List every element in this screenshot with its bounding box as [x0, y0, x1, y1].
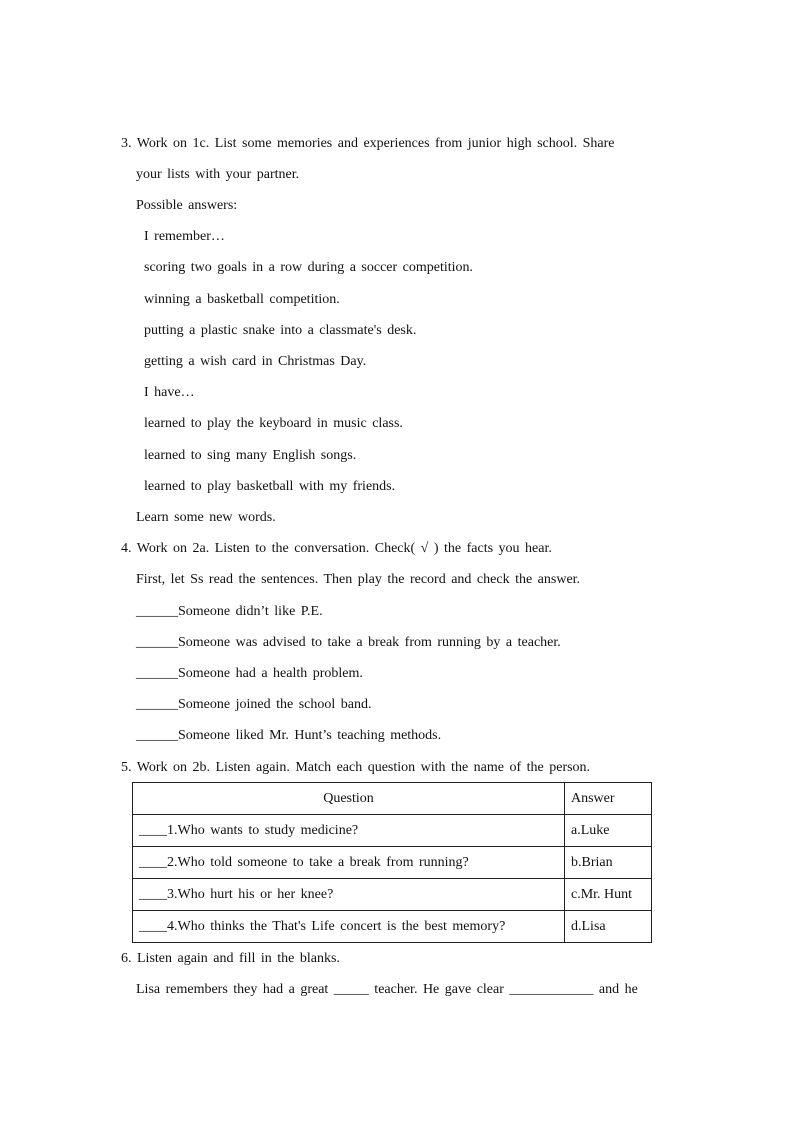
fact-item: ______Someone had a health problem.	[136, 666, 363, 681]
memory-line: learned to sing many English songs.	[144, 448, 357, 463]
memory-line: I have…	[144, 385, 195, 400]
memory-line: getting a wish card in Christmas Day.	[144, 354, 367, 369]
answer-cell: c.Mr. Hunt	[565, 879, 652, 911]
section6-title: 6. Listen again and fill in the blanks.	[121, 951, 340, 966]
memory-line: winning a basketball competition.	[144, 292, 340, 307]
fact-item: ______Someone didn’t like P.E.	[136, 604, 323, 619]
question-cell: ____2.Who told someone to take a break from running?	[133, 847, 565, 879]
section6-line1: Lisa remembers they had a great _____ teacher. He gave clear ____________ and he	[136, 982, 638, 997]
question-header: Question	[133, 783, 565, 815]
table-row	[133, 879, 652, 911]
section3-title-cont: your lists with your partner.	[136, 167, 300, 182]
section4-instruction: First, let Ss read the sentences. Then play the record and check the answer.	[136, 572, 581, 587]
answer-cell: a.Luke	[565, 815, 652, 847]
answer-cell: b.Brian	[565, 847, 652, 879]
possible-answers-label: Possible answers:	[136, 198, 238, 213]
section5-title: 5. Work on 2b. Listen again. Match each question with the name of the person.	[121, 760, 591, 775]
table-row	[133, 847, 652, 879]
question-cell: ____1.Who wants to study medicine?	[133, 815, 565, 847]
memory-line: scoring two goals in a row during a soccer competition.	[144, 260, 474, 275]
memory-line: learned to play basketball with my friends.	[144, 479, 396, 494]
question-cell: ____4.Who thinks the That's Life concert is the best memory?	[133, 911, 565, 943]
table-header-row	[133, 783, 652, 815]
learn-new-words: Learn some new words.	[136, 510, 276, 525]
table-row	[133, 911, 652, 943]
answer-header: Answer	[565, 783, 652, 815]
table-row	[133, 815, 652, 847]
match-table	[132, 782, 652, 943]
memory-line: putting a plastic snake into a classmate's desk.	[144, 323, 417, 338]
fact-item: ______Someone joined the school band.	[136, 697, 372, 712]
section3-title: 3. Work on 1c. List some memories and experiences from junior high school. Share	[121, 136, 615, 151]
memory-line: I remember…	[144, 229, 225, 244]
fact-item: ______Someone was advised to take a break from running by a teacher.	[136, 635, 561, 650]
answer-cell: d.Lisa	[565, 911, 652, 943]
question-cell: ____3.Who hurt his or her knee?	[133, 879, 565, 911]
memory-line: learned to play the keyboard in music class.	[144, 416, 403, 431]
fact-item: ______Someone liked Mr. Hunt’s teaching methods.	[136, 728, 442, 743]
section4-title: 4. Work on 2a. Listen to the conversation. Check( √ ) the facts you hear.	[121, 541, 552, 556]
